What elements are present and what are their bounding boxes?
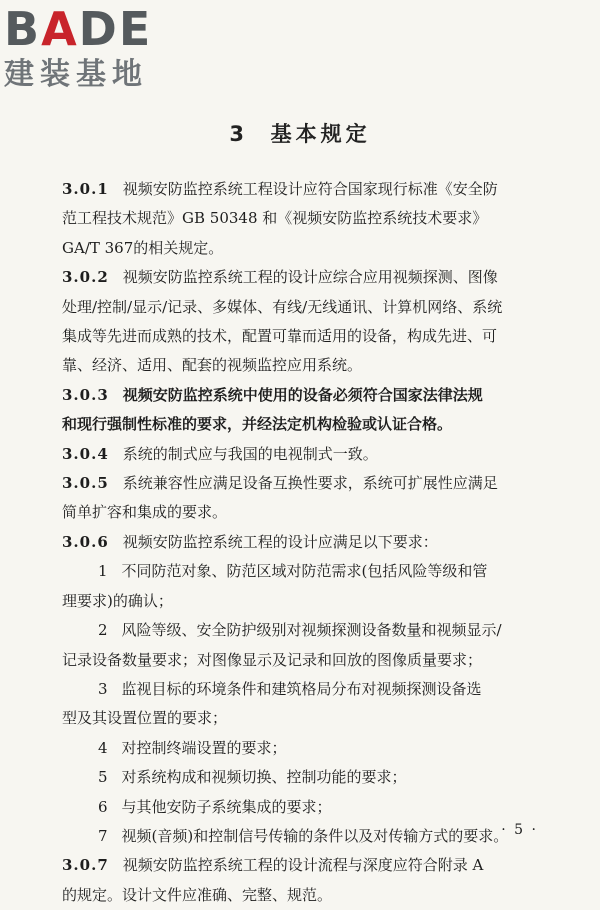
clause-text: 范工程技术规范》GB 50348 和《视频安防监控系统技术要求》: [62, 209, 488, 228]
clause-text: 处理/控制/显示/记录、多媒体、有线/无线通讯、计算机网络、系统: [62, 297, 503, 316]
clause-3-0-5: [62, 469, 550, 528]
clause-text: GA/T 367的相关规定。: [62, 238, 224, 257]
item-text: 监视目标的环境条件和建筑格局分布对视频探测设备选: [121, 679, 482, 698]
clause-number: 3.0.2: [62, 268, 109, 287]
list-item-2-cont: [62, 646, 550, 675]
clause-3-0-1: [62, 175, 550, 263]
clause-3-0-2: [62, 263, 550, 381]
list-item-1-cont: [62, 587, 550, 616]
list-item-3: [62, 675, 550, 704]
item-text: 对控制终端设置的要求；: [121, 738, 287, 757]
clause-text: 视频安防监控系统工程设计应符合国家现行标准《安全防: [122, 180, 498, 198]
item-number: 2: [98, 621, 108, 640]
clause-3-0-3: [62, 381, 550, 440]
list-item-3-cont: [62, 704, 550, 733]
item-text: 风险等级、安全防护级别对视频探测设备数量和视频显示/: [121, 621, 502, 640]
list-item-2: [62, 616, 550, 645]
clause-number: 3.0.7: [62, 856, 109, 875]
clause-number: 3.0.6: [62, 532, 109, 551]
clause-text: 系统兼容性应满足设备互换性要求，系统可扩展性应满足: [122, 474, 498, 493]
clause-number: 3.0.3: [62, 385, 109, 404]
item-text: 不同防范对象、防范区域对防范需求(包括风险等级和管: [121, 562, 488, 581]
clause-3-0-4: [62, 440, 550, 469]
list-item-4: [62, 734, 550, 763]
item-text: 对系统构成和视频切换、控制功能的要求；: [121, 768, 407, 787]
item-number: 5: [98, 768, 108, 787]
item-number: 3: [98, 679, 108, 698]
clause-text: 靠、经济、适用、配套的视频监控应用系统。: [62, 356, 363, 375]
item-text: 理要求)的确认；: [62, 591, 173, 610]
item-number: 7: [98, 826, 108, 845]
clause-text: 视频安防监控系统工程的设计应综合应用视频探测、图像: [122, 268, 498, 287]
item-number: 6: [98, 797, 108, 816]
logo-wordmark: BADE: [4, 2, 153, 56]
clause-text: 视频安防监控系统工程的设计流程与深度应符合附录 A: [122, 856, 484, 875]
logo-subtitle: 建装基地: [4, 57, 148, 92]
list-item-6: [62, 793, 550, 822]
item-number: 1: [98, 562, 108, 581]
clause-number: 3.0.5: [62, 474, 109, 493]
list-item-5: [62, 763, 550, 792]
clause-text: 和现行强制性标准的要求，并经法定机构检验或认证合格。: [62, 415, 453, 434]
clause-text: 视频安防监控系统工程的设计应满足以下要求：: [122, 532, 438, 551]
clause-text: 的规定。设计文件应准确、完整、规范。: [62, 885, 333, 904]
item-number: 4: [98, 738, 108, 757]
clause-text: 系统的制式应与我国的电视制式一致。: [122, 444, 378, 463]
clause-text: 集成等先进而成熟的技术，配置可靠而适用的设备，构成先进、可: [62, 327, 498, 346]
document-body: [62, 175, 550, 910]
chapter-title: 3 基本规定: [229, 122, 371, 146]
item-text: 与其他安防子系统集成的要求；: [121, 797, 332, 816]
list-item-1: [62, 557, 550, 586]
clause-text: 简单扩容和集成的要求。: [62, 503, 228, 522]
item-text: 视频(音频)和控制信号传输的条件以及对传输方式的要求。: [121, 826, 509, 845]
clause-number: 3.0.1: [62, 180, 109, 198]
watermark-logo: [4, 2, 174, 92]
clause-number: 3.0.4: [62, 444, 109, 463]
item-text: 型及其设置位置的要求；: [62, 709, 228, 728]
clause-3-0-7: [62, 851, 550, 910]
clause-text: 视频安防监控系统中使用的设备必须符合国家法律法规: [122, 385, 483, 404]
clause-3-0-6: [62, 528, 550, 557]
item-text: 记录设备数量要求；对图像显示及记录和回放的图像质量要求；: [62, 650, 483, 669]
list-item-7: [62, 822, 550, 851]
page-number: · 5 ·: [501, 822, 538, 838]
